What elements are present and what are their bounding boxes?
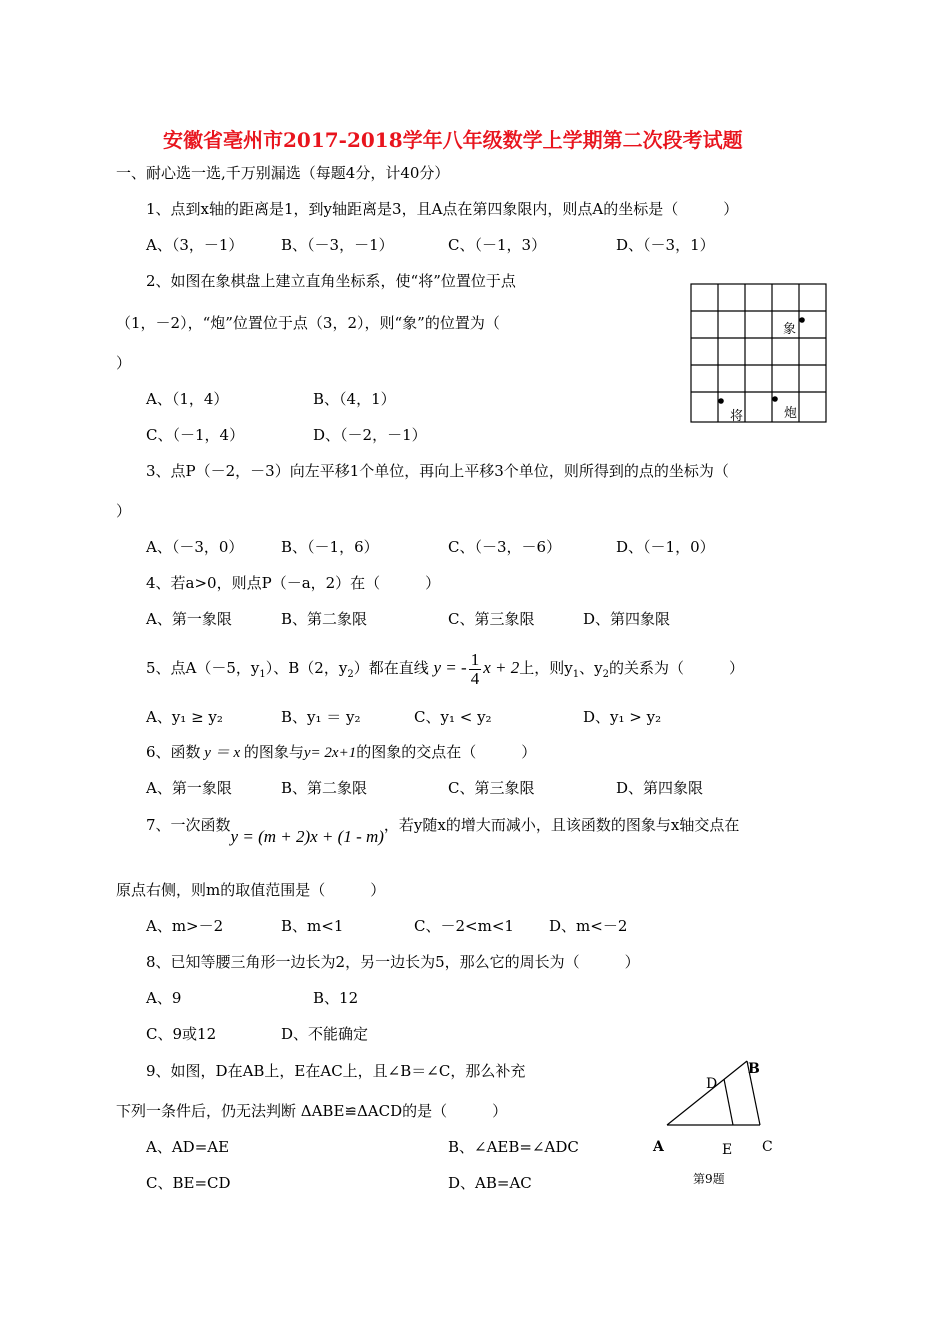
figure-caption: 第9题 xyxy=(693,1172,725,1186)
q5-frac-den: 4 xyxy=(470,668,480,688)
q5-stem-mid2: ）都在直线 xyxy=(353,659,429,677)
jiang-label: 将 xyxy=(730,409,744,424)
q7-formula: y = (m + 2)x + (1 - m) xyxy=(230,827,384,846)
label-e: E xyxy=(722,1142,733,1158)
label-c: C xyxy=(762,1139,773,1155)
q5-fraction xyxy=(469,651,482,688)
label-d: D xyxy=(706,1076,718,1092)
q8-option-b: B、12 xyxy=(313,989,359,1007)
q3-stem-line2: ） xyxy=(116,502,132,520)
q2-option-b: B、（4，1） xyxy=(313,390,396,408)
q2-stem-line1: 2、如图在象棋盘上建立直角坐标系，使“将”位置位于点 xyxy=(146,272,516,290)
chess-board-figure xyxy=(688,281,828,426)
q5-stem-post: 上，则y xyxy=(519,659,573,677)
q5-sub-4: 2 xyxy=(602,669,609,680)
q5-stem-pre: 5、点A（－5，y xyxy=(146,659,260,677)
section-heading: 一、耐心选一选,千万别漏选（每题4分，计40分） xyxy=(116,164,450,182)
page-title: 安徽省亳州市2017-2018学年八年级数学上学期第二次段考试题 xyxy=(163,128,743,152)
q6-stem-post: 的图象的交点在（ ） xyxy=(356,743,537,761)
q5-stem xyxy=(146,648,744,695)
q3-option-b: B、（－1，6） xyxy=(281,538,379,556)
q5-stem-post2: 、y xyxy=(579,659,603,677)
q6-stem-mid: 的图象与 xyxy=(243,743,304,761)
q1-option-b: B、（－3，－1） xyxy=(281,236,394,254)
q4-option-a: A、第一象限 xyxy=(146,610,232,628)
q6-stem-pre: 6、函数 xyxy=(146,743,201,761)
q8-option-d: D、不能确定 xyxy=(281,1025,369,1043)
q6-formula-2: y= 2x+1 xyxy=(303,745,357,761)
q3-option-a: A、（－3，0） xyxy=(146,538,244,556)
q6-option-b: B、第二象限 xyxy=(281,779,368,797)
q4-option-d: D、第四象限 xyxy=(583,610,671,628)
q2-stem-line2: （1，－2），“炮”位置位于点（3，2），则“象”的位置为（ xyxy=(116,314,500,332)
q2-option-a: A、（1，4） xyxy=(146,390,229,408)
q5-option-a: A、y₁ ≥ y₂ xyxy=(146,708,223,726)
q9-option-a: A、AD=AE xyxy=(146,1138,230,1156)
q9-option-b: B、∠AEB=∠ADC xyxy=(448,1138,579,1156)
q1-option-d: D、（－3，1） xyxy=(616,236,715,254)
q4-stem: 4、若a>0，则点P（－a，2）在（ ） xyxy=(146,574,441,592)
triangle-figure xyxy=(645,1055,785,1195)
q9-option-d: D、AB=AC xyxy=(448,1174,532,1192)
q2-option-d: D、（－2，－1） xyxy=(313,426,427,444)
xiang-point xyxy=(799,317,805,323)
q5-stem-mid: ）、B（2，y xyxy=(265,659,348,677)
label-b: B xyxy=(748,1061,760,1077)
q1-option-a: A、（3，－1） xyxy=(146,236,244,254)
xiang-label: 象 xyxy=(783,322,797,337)
q4-option-b: B、第二象限 xyxy=(281,610,368,628)
q8-option-c: C、9或12 xyxy=(146,1025,217,1043)
q7-option-b: B、m<1 xyxy=(281,917,344,935)
q6-formula-1: y ＝ x xyxy=(200,745,244,761)
q9-stem-line2: 下列一条件后，仍无法判断 ΔABE≌ΔACD的是（ ） xyxy=(116,1102,508,1120)
q6-option-c: C、第三象限 xyxy=(448,779,535,797)
q5-sub-3: 1 xyxy=(572,669,580,680)
q7-stem-pre: 7、一次函数 xyxy=(146,816,231,834)
q9-option-c: C、BE=CD xyxy=(146,1174,231,1192)
q3-stem-line1: 3、点P（－2，－3）向左平移1个单位，再向上平移3个单位，则所得到的点的坐标为（ xyxy=(146,462,729,480)
q5-frac-num: 1 xyxy=(470,649,480,669)
q6-option-a: A、第一象限 xyxy=(146,779,232,797)
q5-formula-rhs: x + 2 xyxy=(483,658,520,677)
q2-stem-line3: ） xyxy=(116,354,132,372)
q7-option-c: C、－2<m<1 xyxy=(414,917,514,935)
q6-option-d: D、第四象限 xyxy=(616,779,704,797)
pao-label: 炮 xyxy=(784,406,798,421)
q5-formula xyxy=(433,649,520,688)
jiang-point xyxy=(718,398,724,404)
q2-option-c: C、（－1，4） xyxy=(146,426,245,444)
q3-option-d: D、（－1，0） xyxy=(616,538,715,556)
q5-option-b: B、y₁ ＝ y₂ xyxy=(281,708,361,726)
q6-stem xyxy=(146,742,536,763)
q8-option-a: A、9 xyxy=(146,989,182,1007)
q7-stem-post: ，若y随x的增大而减小，且该函数的图象与x轴交点在 xyxy=(383,816,740,834)
pao-point xyxy=(772,396,778,402)
q5-sub-2: 2 xyxy=(347,669,354,680)
q8-stem: 8、已知等腰三角形一边长为2，另一边长为5，那么它的周长为（ ） xyxy=(146,953,640,971)
label-a: A xyxy=(653,1139,664,1155)
q5-option-c: C、y₁ < y₂ xyxy=(414,708,492,726)
q7-stem xyxy=(146,815,740,846)
q1-option-c: C、（－1，3） xyxy=(448,236,547,254)
q5-sub-1: 1 xyxy=(259,669,266,680)
q4-option-c: C、第三象限 xyxy=(448,610,535,628)
q5-stem-post3: 的关系为（ ） xyxy=(608,659,744,677)
q9-stem-line1: 9、如图，D在AB上，E在AC上，且∠B＝∠C，那么补充 xyxy=(146,1062,526,1080)
q3-option-c: C、（－3，－6） xyxy=(448,538,562,556)
q5-formula-lhs: y = - xyxy=(433,658,467,677)
q5-option-d: D、y₁ > y₂ xyxy=(583,708,662,726)
q7-stem-line2: 原点右侧，则m的取值范围是（ ） xyxy=(116,881,386,899)
q7-option-d: D、m<－2 xyxy=(549,917,628,935)
q1-stem: 1、点到x轴的距离是1，到y轴距离是3，且A点在第四象限内，则点A的坐标是（ ） xyxy=(146,200,739,218)
q7-option-a: A、m>－2 xyxy=(146,917,224,935)
